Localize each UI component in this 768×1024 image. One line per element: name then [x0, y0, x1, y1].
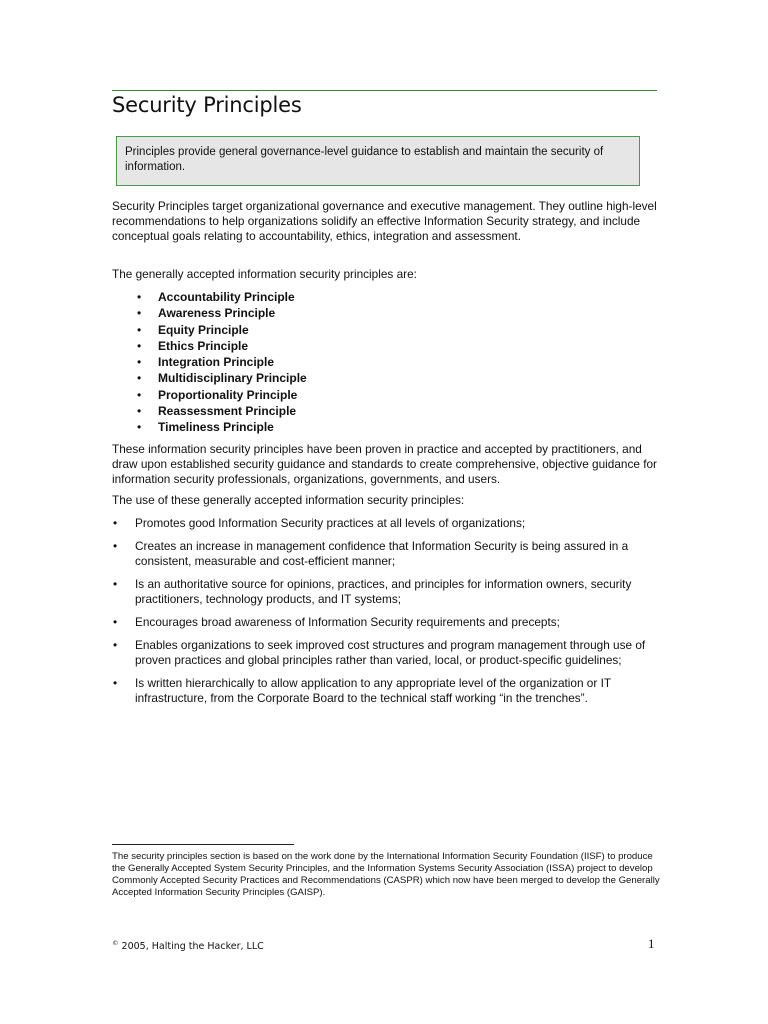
principles-list	[137, 290, 307, 437]
bullet-icon: •	[113, 539, 118, 553]
principle-label: Awareness Principle	[158, 306, 276, 321]
proven-paragraph: These information security principles have been proven in practice and accepted by practitioners, and draw upon established security guidance and standards to create comprehensive, objective guidance for information security professionals, organizations, governments, and users.	[112, 442, 657, 486]
bullet-icon: •	[137, 338, 142, 353]
list-item	[112, 638, 657, 668]
principle-label: Timeliness Principle	[158, 420, 274, 435]
list-item	[137, 306, 307, 322]
bullet-icon: •	[113, 676, 118, 690]
list-item	[137, 420, 307, 436]
copyright-line	[112, 939, 264, 952]
uses-list	[112, 516, 657, 714]
list-item	[137, 388, 307, 404]
bullet-icon: •	[113, 638, 118, 652]
list-item	[137, 371, 307, 387]
principle-label: Proportionality Principle	[158, 387, 298, 402]
principle-label: Equity Principle	[158, 322, 249, 337]
list-item	[112, 577, 657, 607]
callout-box: Principles provide general governance-level guidance to establish and maintain the security of information.	[116, 136, 640, 186]
principle-label: Ethics Principle	[158, 338, 249, 353]
use-text: Enables organizations to seek improved cost structures and program management through use of proven practices and global principles rather than varied, local, or product-specific guidelines;	[135, 638, 646, 667]
bullet-icon: •	[137, 322, 142, 337]
bullet-icon: •	[137, 306, 142, 321]
use-text: Promotes good Information Security practices at all levels of organizations;	[135, 516, 526, 530]
list-item	[137, 323, 307, 339]
bullet-icon: •	[137, 355, 142, 370]
list-item	[112, 615, 657, 630]
use-text: Creates an increase in management confidence that Information Security is being assured in a consistent, measurable and cost-efficient manner;	[135, 539, 629, 568]
use-text: Is an authoritative source for opinions, practices, and principles for information owners, security practitioners, technology products, and IT systems;	[135, 577, 632, 606]
principles-lead: The generally accepted information security principles are:	[112, 267, 417, 281]
principle-label: Accountability Principle	[158, 290, 295, 304]
list-item	[137, 339, 307, 355]
intro-paragraph: Security Principles target organizational governance and executive management. They outline high-level recommendations to help organizations solidify an effective Information Security strategy, and include conceptual goals relating to accountability, ethics, integration and assessment.	[112, 199, 657, 243]
title-rule	[112, 90, 657, 91]
use-lead: The use of these generally accepted information security principles:	[112, 493, 465, 507]
bullet-icon: •	[137, 404, 142, 419]
copyright-text: 2005, Halting the Hacker, LLC	[118, 941, 264, 953]
list-item	[112, 539, 657, 569]
list-item	[137, 355, 307, 371]
page-number: 1	[648, 936, 655, 951]
copyright-icon: ©	[112, 939, 119, 947]
use-text: Is written hierarchically to allow application to any appropriate level of the organization or IT infrastructure, from the Corporate Board to the technical staff working “in the trenches”.	[135, 676, 611, 705]
bullet-icon: •	[113, 577, 118, 591]
principle-label: Multidisciplinary Principle	[158, 371, 307, 386]
bullet-icon: •	[113, 516, 118, 530]
bullet-icon: •	[137, 387, 142, 402]
page-title: Security Principles	[112, 93, 302, 117]
bullet-icon: •	[137, 290, 142, 304]
list-item	[137, 404, 307, 420]
footnote-rule	[112, 844, 294, 845]
list-item	[112, 676, 657, 706]
bullet-icon: •	[137, 371, 142, 386]
list-item	[112, 516, 657, 531]
bullet-icon: •	[113, 615, 118, 629]
bullet-icon: •	[137, 420, 142, 435]
list-item	[137, 290, 307, 306]
use-text: Encourages broad awareness of Information Security requirements and precepts;	[135, 615, 560, 629]
principle-label: Reassessment Principle	[158, 404, 297, 419]
footnote-text: The security principles section is based on the work done by the International Information Security Foundation (IISF) to produce the Generally Accepted System Security Principles, and the Information Systems Security Association (ISSA) project to develop Commonly Accepted Security Practices and Recommendations (CASPR) which now have been merged to develop the Generally Accepted Information Security Principles (GAISP).	[112, 851, 660, 898]
principle-label: Integration Principle	[158, 355, 275, 370]
